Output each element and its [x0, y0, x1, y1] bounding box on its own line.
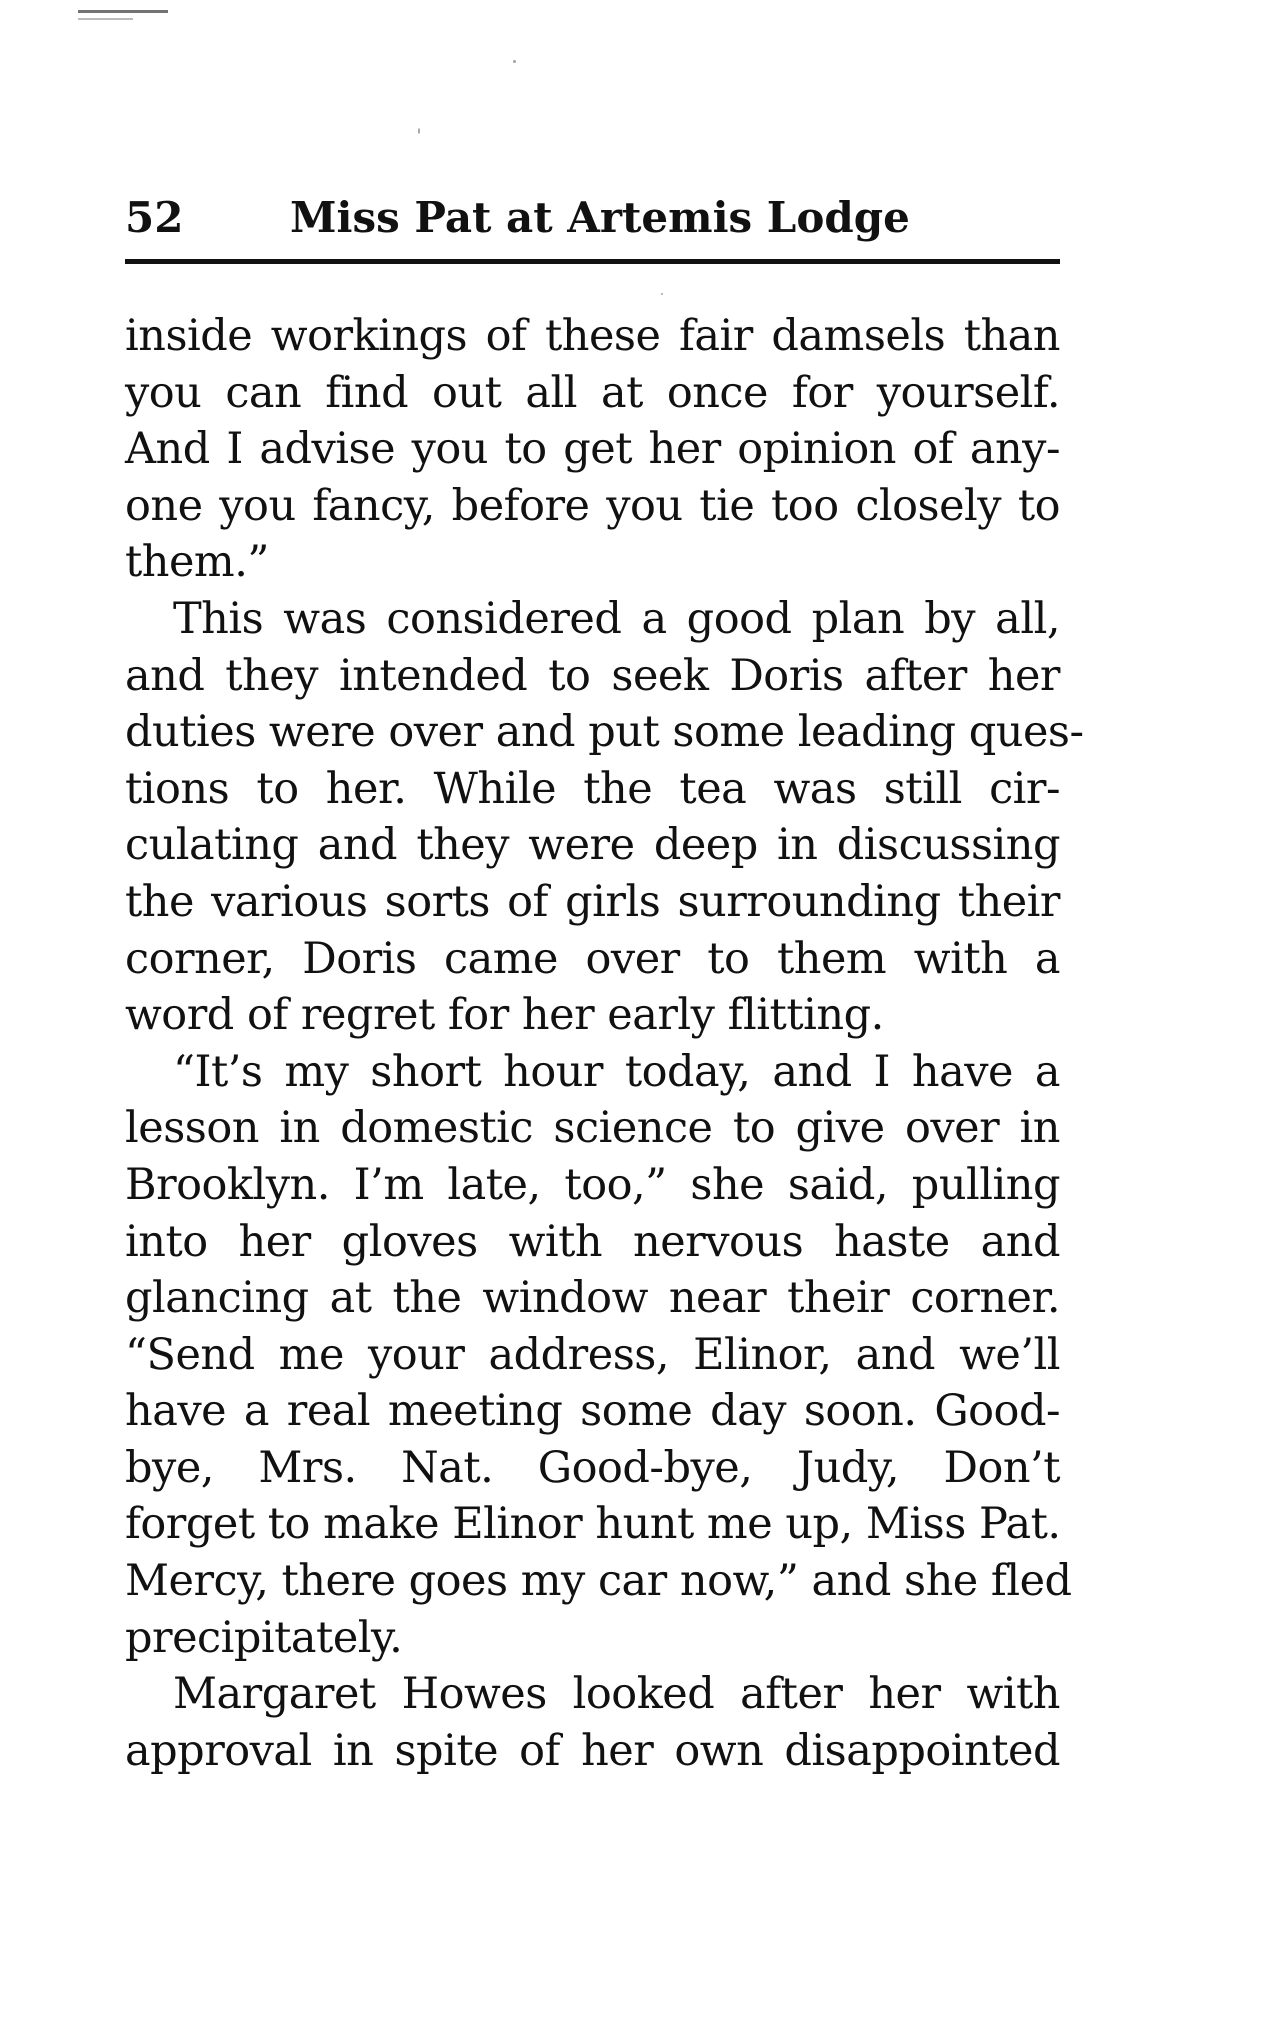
text-line: culating and they were deep in discussing	[125, 820, 1060, 871]
text-line: have a real meeting some day soon. Good-	[125, 1386, 1060, 1437]
text-line: the various sorts of girls surrounding their	[125, 876, 1060, 927]
scan-speck	[418, 128, 420, 134]
text-line: them.”	[125, 537, 269, 588]
scan-speck	[513, 60, 516, 63]
text-line: “Send me your address, Elinor, and we’ll	[125, 1329, 1060, 1380]
paragraph-start-line: Margaret Howes looked after her with	[173, 1669, 1060, 1720]
header-rule	[125, 259, 1060, 264]
text-line: you can find out all at once for yourself.	[125, 367, 1060, 418]
text-line: glancing at the window near their corner.	[125, 1273, 1060, 1324]
text-line: into her gloves with nervous haste and	[125, 1216, 1060, 1267]
scan-artifact	[78, 10, 168, 13]
text-line: one you fancy, before you tie too closely to	[125, 480, 1060, 531]
text-line: approval in spite of her own disappointed	[125, 1725, 1060, 1776]
text-line: And I advise you to get her opinion of any-	[125, 424, 1060, 475]
text-line: lesson in domestic science to give over in	[125, 1103, 1060, 1154]
text-line: precipitately.	[125, 1612, 403, 1663]
text-line: tions to her. While the tea was still cir-	[125, 763, 1060, 814]
body-text	[125, 308, 1084, 1779]
text-line: and they intended to seek Doris after her	[125, 650, 1060, 701]
paragraph-start-line: “It’s my short hour today, and I have a	[173, 1046, 1060, 1097]
running-header	[125, 192, 1060, 244]
scan-artifact	[78, 18, 133, 20]
text-line: duties were over and put some leading ques-	[125, 707, 1084, 758]
paragraph-start-line: This was considered a good plan by all,	[173, 593, 1060, 644]
text-line: word of regret for her early flitting.	[125, 990, 884, 1041]
scan-speck	[661, 293, 663, 295]
running-title: Miss Pat at Artemis Lodge	[290, 193, 910, 242]
text-line: bye, Mrs. Nat. Good-bye, Judy, Don’t	[125, 1442, 1060, 1493]
text-line: Brooklyn. I’m late, too,” she said, pulling	[125, 1159, 1060, 1210]
text-line: inside workings of these fair damsels than	[125, 311, 1060, 361]
text-line: forget to make Elinor hunt me up, Miss Pat.	[125, 1499, 1061, 1550]
page-number: 52	[125, 193, 184, 242]
text-line: Mercy, there goes my car now,” and she fled	[125, 1556, 1072, 1607]
text-line: corner, Doris came over to them with a	[125, 933, 1060, 984]
